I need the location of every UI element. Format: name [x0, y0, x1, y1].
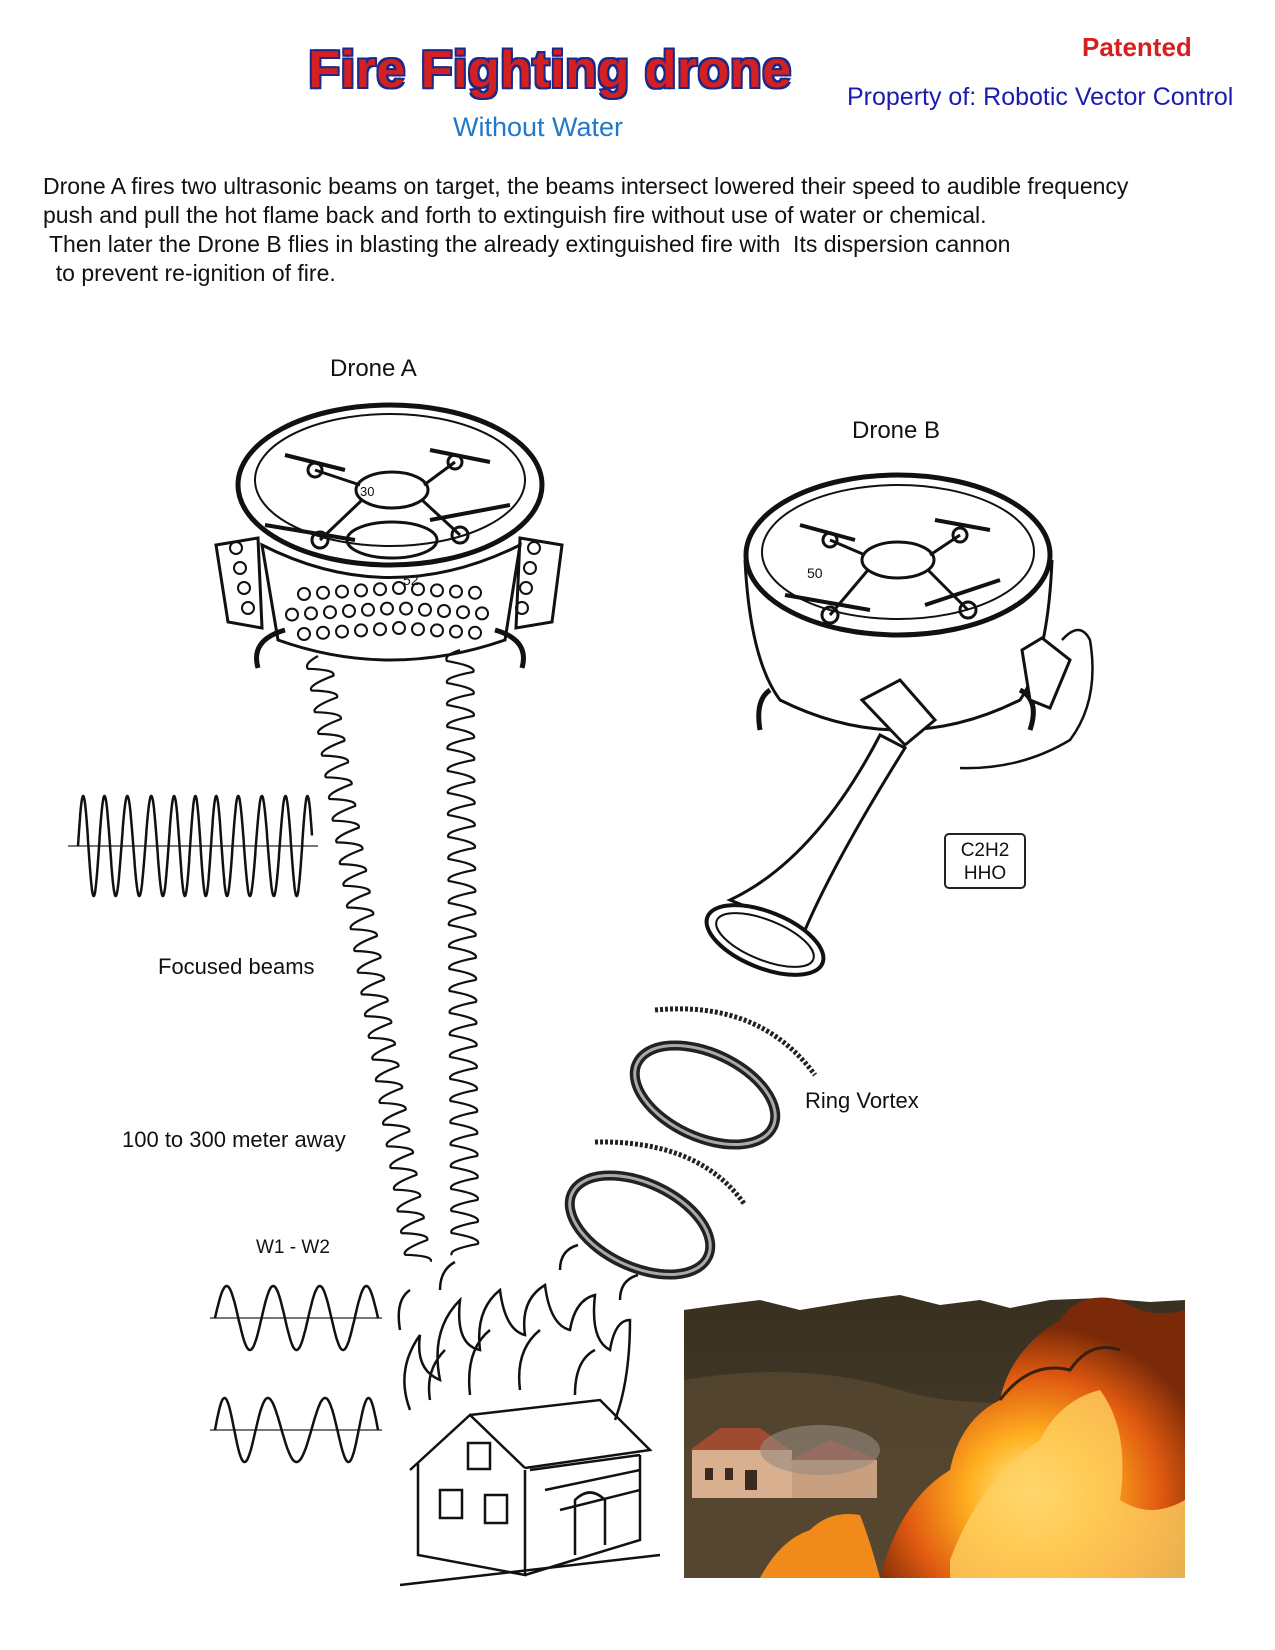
distance-label: 100 to 300 meter away [122, 1127, 346, 1152]
description-line-4: to prevent re-ignition of fire. [43, 260, 336, 286]
page-title: Fire Fighting drone [308, 41, 792, 99]
drone-b-label: Drone B [852, 417, 941, 444]
gas-label-hho: HHO [963, 863, 1007, 884]
w1-w2-label: W1 - W2 [256, 1237, 330, 1258]
ring-vortex-label: Ring Vortex [805, 1088, 919, 1113]
part-number-52: 52 [403, 572, 419, 588]
drone-a-label: Drone A [330, 355, 417, 382]
gas-label-c2h2: C2H2 [960, 840, 1010, 861]
focused-beams-label: Focused beams [158, 954, 315, 979]
part-number-50: 50 [807, 565, 823, 581]
description-line-3: Then later the Drone B flies in blasting the already extinguished fire with Its dispersion cannon [43, 231, 1011, 257]
patented-label: Patented [1082, 32, 1192, 62]
description-line-1: Drone A fires two ultrasonic beams on target, the beams intersect lowered their speed to audible frequency [43, 173, 1129, 199]
page-subtitle: Without Water [453, 112, 624, 142]
description-line-2: push and pull the hot flame back and forth to extinguish fire without use of water or chemical. [43, 202, 987, 228]
part-number-30: 30 [360, 484, 375, 499]
property-label: Property of: Robotic Vector Control [847, 83, 1234, 111]
